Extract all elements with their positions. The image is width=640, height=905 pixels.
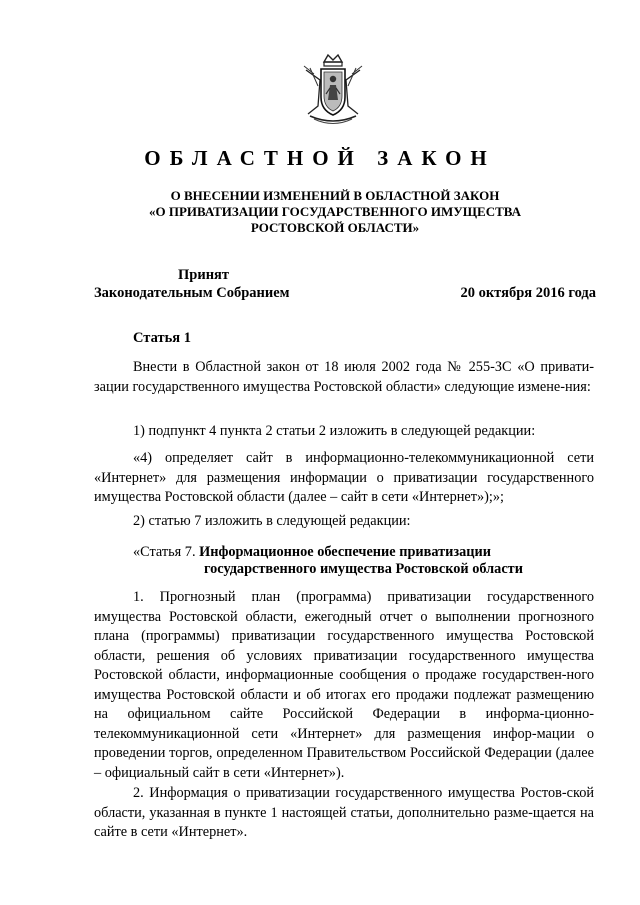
- adopted-label: Принят: [178, 267, 230, 283]
- paragraph: 2. Информация о приватизации государственного имущества Ростов-ской области, указанная в пункте 1 настоящей статьи, дополнительно разме-щается на сайте в сети «Интернет».: [94, 785, 594, 840]
- article-7-title: Информационное обеспечение приватизации: [199, 544, 491, 560]
- subtitle-line: РОСТОВСКОЙ ОБЛАСТИ»: [250, 220, 420, 235]
- paragraph: 1) подпункт 4 пункта 2 статьи 2 изложить в следующей редакции:: [133, 423, 536, 439]
- adopted-by-label: Законодательным Собранием: [94, 285, 290, 301]
- article-7-prefix: «Статья 7.: [133, 544, 200, 560]
- adopted-date: 20 октября 2016 года: [460, 285, 596, 301]
- document-title: ОБЛАСТНОЙ ЗАКОН: [144, 146, 496, 170]
- article-heading: Статья 1: [133, 330, 191, 346]
- article-7-title-line2: государственного имущества Ростовской области: [204, 561, 523, 577]
- rostov-coat-of-arms-icon: [300, 52, 366, 128]
- paragraph: 2) статью 7 изложить в следующей редакции:: [133, 513, 411, 529]
- document-subtitle: [90, 188, 580, 236]
- subtitle-line: О ВНЕСЕНИИ ИЗМЕНЕНИЙ В ОБЛАСТНОЙ ЗАКОН: [170, 188, 500, 203]
- paragraph: 1. Прогнозный план (программа) приватизации государственного имущества Ростовской области, ежегодный отчет о выполнении прогнозного плана (программы) приватизации государственного имущества Ростовской области, решения об условиях приватизации государственного имущества Ростовской области, информационные сообщения о продаже государствен-ного имущества Ростовской области и об итогах его продажи подлежат размещению на официальном сайте Российской Федерации в информа-ционно-телекоммуникационной сети «Интернет» для размещения инфор-мации о проведении торгов, определенном Правительством Российской Федерации (далее – официальный сайт в сети «Интернет»).: [94, 589, 594, 781]
- article-7-heading: [133, 544, 491, 561]
- paragraph: Внести в Областной закон от 18 июля 2002 года № 255-ЗС «О привати-зации государственного имущества Ростовской области» следующие измене-ния:: [94, 359, 594, 395]
- subtitle-line: «О ПРИВАТИЗАЦИИ ГОСУДАРСТВЕННОГО ИМУЩЕСТВА: [148, 204, 522, 219]
- paragraph: «4) определяет сайт в информационно-телекоммуникационной сети «Интернет» для размещения информации о приватизации государственного имущества Ростовской области (далее – сайт в сети «Интернет»);»;: [94, 450, 594, 505]
